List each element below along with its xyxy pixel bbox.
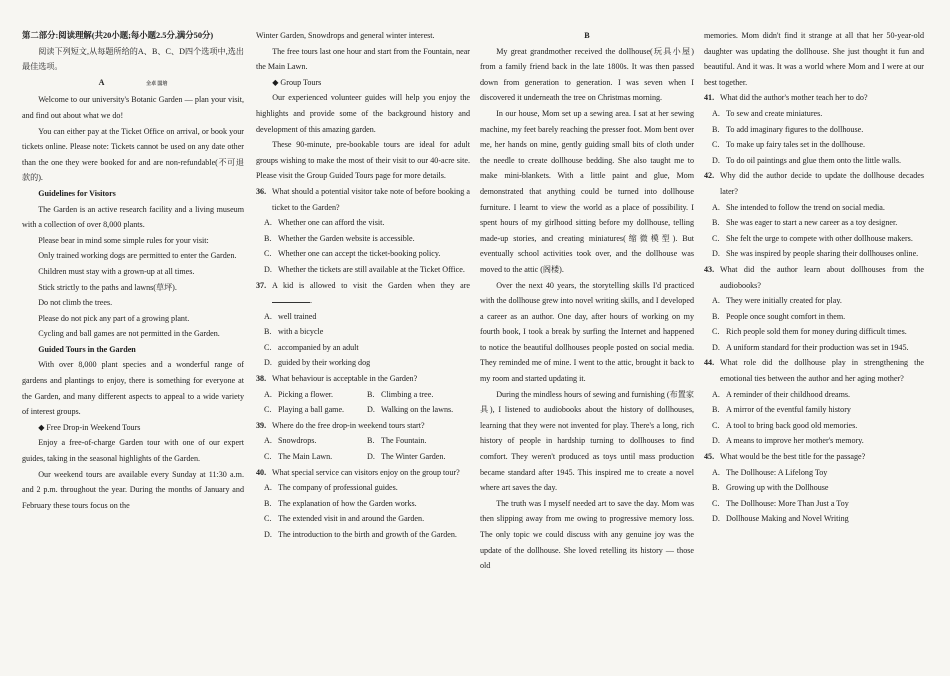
question-stem: What did the author's mother teach her to do?: [720, 93, 868, 103]
passage-paragraph-2: In our house, Mom set up a sewing area. I sat at her sewing machine, my feet barely reaching the presser foot. Mom bent over me, her hands on mine, gently guiding small bits of cloth under the needle to create dollhouse bedding. She also taught me to make mini-blankets. With a little paint and glue, Mom demonstrated that anything could be turned into dollhouse furniture. I learnt to view the world as a place of possibility. I spent hours of my girlhood sitting before my dollhouse, telling made-up stories, and creating miniatures(缩微模型). But eventually school activities took over, and the dollhouse was moved to the attic (阁楼).: [480, 108, 694, 274]
option-a[interactable]: A. well trained: [264, 311, 317, 321]
option-b[interactable]: B. with a bicycle: [264, 327, 324, 337]
question-38: [256, 371, 470, 418]
option-c[interactable]: C. The Dollhouse: More Than Just a Toy: [712, 498, 849, 508]
option-b[interactable]: B. Climbing a tree.: [367, 389, 434, 399]
question-stem: What should a potential visitor take note of before booking a ticket to the Garden?: [272, 186, 470, 212]
option-c[interactable]: C. To make up fairy tales set in the dollhouse.: [712, 140, 866, 150]
option-c[interactable]: C. Whether one can accept the ticket-booking policy.: [264, 249, 441, 259]
option-d[interactable]: D. A means to improve her mother's memory.: [712, 436, 864, 446]
option-c[interactable]: C. She felt the urge to compete with other dollhouse makers.: [712, 233, 913, 243]
question-39: [256, 418, 470, 465]
option-d[interactable]: D. Whether the tickets are still available at the Ticket Office.: [264, 264, 465, 274]
option-a[interactable]: A. Picking a flower.: [264, 389, 334, 399]
option-b[interactable]: B. A mirror of the eventful family history: [712, 405, 851, 415]
question-number: 39.: [256, 420, 267, 430]
passage-paragraph-4: During the mindless hours of sewing and furnishing (布置家具), I listened to audiobooks about the history of dollhouses, learning that they were not invented for play. There's a long, rich history of people in hardship turning to dollhouses to find comfort. They weren't produced as toys until mass production became standard after 1945. This inspired me to create a novel where art saves the day.: [480, 389, 694, 493]
option-d[interactable]: D. Walking on the lawns.: [367, 405, 454, 415]
section-a-letter: A: [98, 77, 105, 87]
option-a[interactable]: A. She intended to follow the trend on social media.: [712, 202, 885, 212]
question-number: 36.: [256, 186, 267, 196]
question-40: [256, 465, 470, 543]
question-number: 44.: [704, 358, 715, 368]
column-3: [480, 28, 694, 668]
option-c[interactable]: C. Playing a ball game.: [264, 405, 345, 415]
question-stem: What role did the dollhouse play in strengthening the emotional ties between the author and her aging mother?: [720, 358, 924, 384]
option-b[interactable]: B. Growing up with the Dollhouse: [712, 483, 829, 493]
option-b[interactable]: B. She was eager to start a new career as a toy designer.: [712, 218, 898, 228]
option-d[interactable]: D. She was inspired by people sharing their dollhouses online.: [712, 249, 919, 259]
column-1: [22, 28, 244, 668]
option-b[interactable]: B. People once sought comfort in them.: [712, 311, 846, 321]
rule-item: Children must stay with a grown-up at all times.: [38, 266, 195, 276]
free-tours-paragraph: The free tours last one hour and start from the Fountain, near the Main Lawn.: [256, 46, 470, 72]
question-stem: What did the author learn about dollhouses from the audiobooks?: [720, 264, 924, 290]
option-c[interactable]: C. accompanied by an adult: [264, 342, 359, 352]
guidelines-heading: Guidelines for Visitors: [38, 188, 116, 198]
question-stem: What special service can visitors enjoy on the group tour?: [272, 467, 460, 477]
question-45: [704, 449, 924, 527]
instruction: 阅读下列短文,从每题所给的A、B、C、D四个选项中,选出最佳选项。: [22, 46, 244, 72]
option-a[interactable]: A. To sew and create miniatures.: [712, 108, 823, 118]
option-d[interactable]: D. Dollhouse Making and Novel Writing: [712, 514, 849, 524]
question-42: [704, 168, 924, 262]
question-number: 42.: [704, 171, 715, 181]
question-36: [256, 184, 470, 278]
guidelines-paragraph-1: The Garden is an active research facility and a living museum with a collection of over 8,000 plants.: [22, 204, 244, 230]
section-b-letter: B: [584, 31, 590, 40]
option-b[interactable]: B. To add imaginary figures to the dollhouse.: [712, 124, 864, 134]
question-41: [704, 90, 924, 168]
tours-heading: Guided Tours in the Garden: [38, 344, 136, 354]
option-c[interactable]: C. The extended visit in and around the Garden.: [264, 514, 425, 524]
rule-item: Please do not pick any part of a growing plant.: [38, 313, 190, 323]
option-c[interactable]: C. The Main Lawn.: [264, 452, 333, 462]
option-d[interactable]: D. guided by their working dog: [264, 358, 371, 368]
guidelines-paragraph-2: Please bear in mind some simple rules for your visit:: [38, 235, 209, 245]
question-stem: Where do the free drop-in weekend tours start?: [272, 420, 425, 430]
group-paragraph-1: Our experienced volunteer guides will help you enjoy the highlights and provide some of the background history and development of this amazing garden.: [256, 93, 470, 134]
group-heading: ◆ Group Tours: [272, 77, 322, 87]
option-b[interactable]: B. Whether the Garden website is accessible.: [264, 233, 415, 243]
question-44: [704, 355, 924, 449]
option-a[interactable]: A. Snowdrops.: [264, 436, 317, 446]
question-number: 43.: [704, 264, 715, 274]
question-number: 40.: [256, 467, 267, 477]
question-number: 38.: [256, 374, 267, 384]
option-d[interactable]: D. A uniform standard for their production was set in 1945.: [712, 342, 909, 352]
rule-item: Only trained working dogs are permitted to enter the Garden.: [38, 251, 237, 261]
rule-item: Stick strictly to the paths and lawns(草坪).: [38, 282, 177, 292]
answer-blank: [272, 293, 310, 303]
dropin-heading: ◆ Free Drop-in Weekend Tours: [38, 422, 141, 432]
question-43: [704, 262, 924, 356]
group-paragraph-2: These 90-minute, pre-bookable tours are ideal for adult groups wishing to make the most of their visit to our 40-acre site. Please visit the Group Guided Tours page for more details.: [256, 140, 470, 181]
option-a[interactable]: A. The company of professional guides.: [264, 483, 398, 493]
question-stem: Why did the author decide to update the dollhouse decades later?: [720, 171, 924, 196]
option-a[interactable]: A. A reminder of their childhood dreams.: [712, 389, 851, 399]
dropin-paragraph-1: Enjoy a free-of-charge Garden tour with one of our expert guides, taking in the seasonal highlights of the Garden.: [22, 438, 244, 464]
option-c[interactable]: C. A tool to bring back good old memories.: [712, 420, 858, 430]
question-37: 37. A kid is allowed to visit the Garden when they are . A. well trained B. with a bicycle C. accompanied by an adult D. guided by their working dog: [256, 278, 470, 372]
passage-paragraph-continued: memories. Mom didn't find it strange at all that her 50-year-old daughter was updating the dollhouse. She just thought it fun and beautiful. And it was. It was a world where Mom and I were at our best together.: [704, 31, 924, 87]
option-d[interactable]: D. The introduction to the birth and growth of the Garden.: [264, 530, 457, 539]
question-number: 45.: [704, 452, 715, 462]
rule-item: Do not climb the trees.: [38, 298, 113, 308]
continued-paragraph: Winter Garden, Snowdrops and general winter interest.: [256, 31, 435, 40]
option-c[interactable]: C. Rich people sold them for money during difficult times.: [712, 327, 907, 337]
part-heading: 第二部分:阅读理解(共20小题;每小题2.5分,满分50分): [22, 31, 214, 40]
passage-paragraph-3: Over the next 40 years, the storytelling skills I'd practiced with the dollhouse grew into novel writing skills, and I developed a career as an author. One day, after hours of working on my fourth book, I took a break by surfing the Internet and happened to notice the beautiful dollhouses people posted on social media. They reminded me of mine. I went to the attic, brought it back to my room and started updating it.: [480, 280, 694, 384]
question-stem: What behaviour is acceptable in the Garden?: [272, 374, 418, 384]
option-b[interactable]: B. The explanation of how the Garden works.: [264, 498, 417, 508]
option-d[interactable]: D. To do oil paintings and glue them onto the little walls.: [712, 155, 901, 165]
intro-paragraph-1: Welcome to our university's Botanic Garden — plan your visit, and find out about what we do!: [22, 95, 244, 120]
intro-paragraph-2: You can either pay at the Ticket Office on arrival, or book your tickets online. Please note: Tickets cannot be used on any date other than the one they were booked for and are non-refundable(不可退款的).: [22, 126, 244, 183]
option-a[interactable]: A. The Dollhouse: A Lifelong Toy: [712, 467, 828, 477]
stamp-text: 全卓 国培: [146, 81, 168, 87]
option-b[interactable]: B. The Fountain.: [367, 436, 427, 446]
question-number: 41.: [704, 93, 715, 103]
dropin-paragraph-2: Our weekend tours are available every Sunday at 11:30 a.m. and 2 p.m. throughout the year. During the months of January and February these tours focus on the: [22, 469, 244, 510]
question-stem: A kid is allowed to visit the Garden when they are: [272, 280, 470, 290]
rule-item: Cycling and ball games are not permitted in the Garden.: [38, 329, 220, 339]
question-number: 37.: [256, 280, 267, 290]
option-d[interactable]: D. The Winter Garden.: [367, 452, 446, 462]
option-a[interactable]: A. They were initially created for play.: [712, 296, 842, 306]
question-stem: What would be the best title for the passage?: [720, 452, 866, 462]
column-2: [256, 28, 470, 668]
passage-paragraph-1: My great grandmother received the dollhouse(玩具小屋) from a family friend back in the late 1800s. It was then passed down from generation to generation. I was seven when I discovered it underneath the tree on Christmas morning.: [480, 46, 694, 103]
tours-paragraph: With over 8,000 plant species and a wonderful range of gardens and plantings to enjoy, there is something for everyone at the Garden, and many different aspects to appeal to a wide variety of interest groups.: [22, 360, 244, 417]
passage-paragraph-5: The truth was I myself needed art to save the day. Mom was then slipping away from me owing to progressive memory loss. The only topic we could discuss with any genuine joy was the update of the dollhouse. She loved retelling its history — those old: [480, 498, 694, 571]
column-4: [704, 28, 924, 668]
option-a[interactable]: A. Whether one can afford the visit.: [264, 218, 385, 228]
